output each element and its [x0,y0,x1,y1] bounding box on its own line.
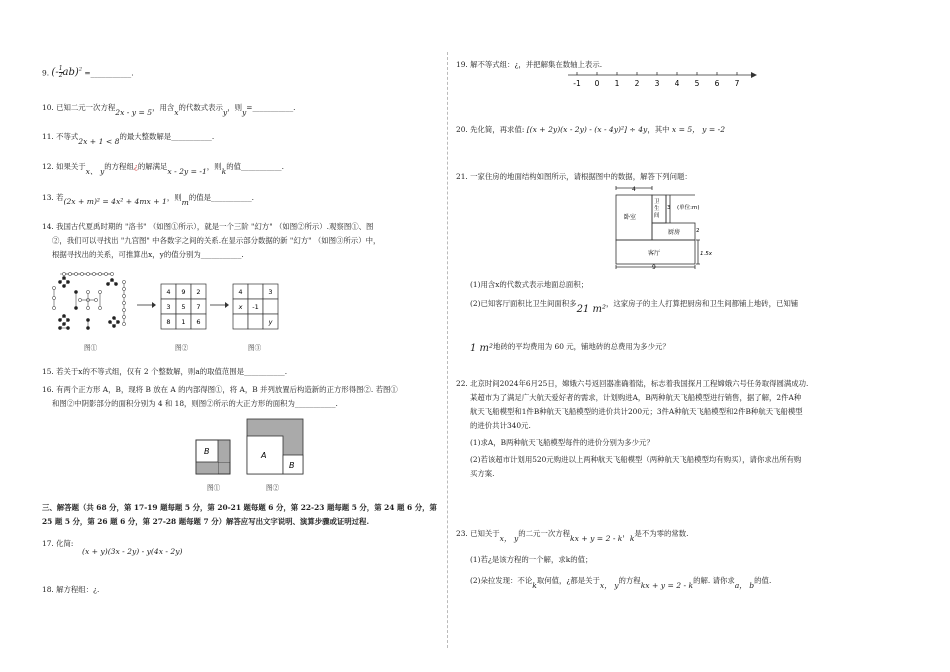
grid-cell-value: x [238,303,243,311]
filled-dot [58,280,61,283]
question-14 [42,220,380,262]
plan-label-bathroom: 卫 [654,199,660,205]
filled-dot [74,290,77,293]
q9-expression: (- $\frac{1}{2}$ ab)$^2$ [51,65,82,80]
q11-text: 11. 不等式 [42,132,79,141]
square-caption-1: 图① [207,484,221,492]
number-line-label: 5 [694,79,700,88]
filled-dot [112,324,115,327]
q23-vars2: x， y [599,581,619,590]
q22-line2: 某超市为了满足广大航天爱好者的需求，计划购进A，B两种航天飞船模型进行销售，据了解，2件A种 [470,393,802,402]
q17-text: 17. 化简: [42,539,74,548]
plan-label-bathroom-2: 生 [654,206,660,212]
grid-cell-value: 1 [181,318,186,326]
open-dot [94,298,97,301]
q21-part3 [470,340,670,354]
q13-tail: ，则 [166,193,182,202]
q16-line2: 和图②中阴影部分的面积分别为 4 和 18，则图②所示的大正方形的面积为___________. [52,399,338,408]
filled-dot [62,314,65,317]
filled-dot [86,326,89,329]
square-label-a: A [261,451,267,460]
q21-p2a: (2)已知客厅面积比卫生间面积多 [470,299,577,308]
q10-var-y: y [222,108,228,117]
open-dot [86,290,89,293]
open-dot [86,272,89,275]
q11-tail: 的最大整数解是___________. [119,132,215,141]
plan-label-bedroom: 卧室 [624,214,637,221]
question-16 [42,383,398,411]
section-line1: 三、解答题（共 68 分，第 17-19 题每题 5 分，第 20-21 题每题 6 分，第 22-23 题每题 5 分，第 24 题 6 分，第 [42,503,437,512]
q10-text: 10. 已知二元一次方程 [42,103,116,112]
number-line-label: 4 [674,79,680,88]
q12-mid2: 的解满足 [137,162,168,171]
q14-line1: 14. 我国古代夏禹时期的 "洛书" （如图①所示），就是一个三阶 "幻方" （如图②所示）.观察图①、图 [42,222,374,231]
q12-mid: 的方程组 [104,162,134,171]
open-dot [52,296,55,299]
q23-l3a: (2)朵拉发现：不论 [470,576,533,585]
q13-end: 的值是___________. [188,193,255,202]
q23-part1: (1)若¿是该方程的一个解，求k的值； [470,555,593,564]
plan-label-4: 4 [632,186,636,193]
open-dot [92,272,95,275]
question-12: 12. 如果关于x、 y的方程组¿的解满足x - 2y = -1，则k的值___________. [42,162,284,176]
section-line2: 25 题 5 分，第 26 题 6 分，第 27-28 题每题 7 分）解答应写出文字说明、演算步骤或证明过程. [42,517,370,526]
q23-part2 [470,574,771,588]
floor-plan-figure [612,185,742,270]
filled-dot [58,318,61,321]
q20-expression: [(x + 2y)(x - 2y) - (x - 4y)²] ÷ 4y [526,125,648,134]
q21-text: 21. 一家住房的地面结构如图所示，请根据图中的数据，解答下列问题： [456,172,692,181]
q22-line5: (1)求A，B两种航天飞船模型每件的进价分别为多少元？ [470,438,654,447]
q11-inequality: 2x + 1 < 8 [78,137,120,146]
grid-cell-value: 4 [238,288,243,296]
q22-line1: 22. 北京时间2024年6月25日，嫦娥六号返回器准确着陆，标志着我国探月工程嫦娥六号任务取得圆满成功. [456,379,809,388]
question-22 [456,377,808,481]
q21-p3m: 1 m² [470,343,494,354]
q20-values: x = 5， y = -2 [671,125,726,134]
q23-ab: a， b [734,581,755,590]
q12-var-k: k [221,167,227,176]
plan-label-bath-hidden: 卫生间 [612,185,615,186]
open-dot [104,272,107,275]
grid-cell-value: 4 [166,288,171,296]
question-13 [42,191,254,205]
open-dot [78,298,81,301]
number-line [568,69,758,91]
q12-tail: ，则 [206,162,222,171]
plan-label-15x: 1.5x [700,251,713,257]
question-10 [42,101,296,115]
grid-cell-value: 8 [166,318,171,326]
question-15 [42,365,287,379]
q23-vars: x， y [499,534,519,543]
q14-line3: 根据寻找出的关系，可推算出x，y的值分别为___________. [52,250,244,259]
filled-dot [66,326,69,329]
question-20 [456,123,725,137]
filled-dot [62,276,65,279]
open-dot [122,280,125,283]
q14-line2: ②，我们可以寻找出 "九宫图" 中各数字之间的关系.在显示部分数据的新 "幻方" （如图③所示）中， [52,236,381,245]
q23-l1b: 的二元一次方程 [518,529,571,538]
fig-caption-2: 图② [175,344,189,352]
q23-l1d: 是不为零的常数. [634,529,689,538]
q21-p3b: 地砖的平均费用为 60 元，铺地砖的总费用为多少元？ [493,342,670,351]
q15-text: 15. 若关于x的不等式组，仅有 2 个整数解，则a的取值范围是___________. [42,367,288,376]
filled-dot [106,282,109,285]
q13-equation: (2x + m)² = 4x² + 4mx + 1 [63,197,167,206]
q19-text: 19. 解不等式组：¿，并把解集在数轴上表示. [456,60,603,69]
open-dot [52,306,55,309]
q23-l3d: 的解. 请你求 [693,576,735,585]
plan-label-2: 2 [696,228,700,234]
number-line-label: 6 [714,79,720,88]
filled-dot [112,316,115,319]
q10-end: =___________. [246,103,296,112]
q17-expression: (x + y)(3x - 2y) - y(4x - 2y) [82,547,183,556]
open-dot [98,290,101,293]
grid-cell [263,299,278,314]
open-dot [98,272,101,275]
q21-part2 [470,297,799,315]
grid-cell-value: 9 [181,288,186,296]
q13-text: 13. 若 [42,193,64,202]
filled-dot [66,318,69,321]
open-dot [110,272,113,275]
open-dot [122,301,125,304]
question-9 [42,63,134,80]
squares-figure [195,418,310,478]
plan-label-kitchen: 厨房 [668,229,681,236]
number-line-label: 2 [634,79,640,88]
open-dot [98,306,101,309]
grid-cell [248,314,263,329]
filled-dot [110,278,113,281]
filled-dot [74,306,77,309]
q12-end: 的值___________. [226,162,284,171]
q21-part1: (1)用含x的代数式表示地面总面积； [470,280,589,289]
open-dot [122,315,125,318]
question-21 [456,170,692,184]
q20-tail: ，其中 [647,125,670,134]
question-17 [42,537,73,551]
open-dot [122,322,125,325]
open-dot [74,272,77,275]
filled-dot [108,320,111,323]
q12-text: 12. 如果关于 [42,162,86,171]
q23-k: k [629,534,635,543]
grid-cell-value: -1 [252,303,259,311]
magic-square-grid-2 [160,283,210,331]
q10-mid2: 的代数式表示 [178,103,223,112]
section-3-header [42,501,437,529]
q9-number: 9. [42,68,50,78]
q23-l3e: 的值. [754,576,772,585]
q12-vars: x、 y [85,167,105,176]
filled-dot [58,326,61,329]
open-dot [80,272,83,275]
q23-l1c: ， [622,529,630,538]
filled-dot [66,280,69,283]
number-line-label: -1 [573,79,581,88]
q22-line7: 买方案. [470,469,495,478]
q23-eq: kx + y = 2 - k [570,534,623,543]
filled-dot [62,322,65,325]
q23-l3b: 取何值，¿都是关于 [536,576,600,585]
open-dot [86,306,89,309]
plan-label-9: 9 [652,264,656,270]
filled-dot [86,318,89,321]
grid-cell-value: y [268,318,273,326]
q22-line4: 的进价共计340元. [470,421,531,430]
arrow-right-icon [209,300,229,310]
grid-cell [248,284,263,299]
q10-mid: ，用含 [152,103,175,112]
filled-dot [62,284,65,287]
number-line-label: 0 [594,79,600,88]
grid-cell-value: 6 [196,318,201,326]
q10-tail: ，则 [227,103,242,112]
question-11 [42,130,214,144]
q22-line3: 航天飞船模型和1件B种航天飞船模型的进价共计200元；3件A种航天飞船模型和2件B种航天飞船模型 [470,407,803,416]
q20-text: 20. 先化简，再求值: [456,125,525,134]
number-line-label: 3 [654,79,660,88]
number-line-label: 1 [614,79,620,88]
q21-p2b: ，这家房子的主人打算把厨房和卫生间都铺上地砖，已知铺 [605,299,799,308]
q10-var-y2: y [242,108,247,117]
q10-equation: 2x - y = 5 [115,108,153,117]
open-dot [62,272,65,275]
plan-label-bathroom-3: 间 [654,213,660,219]
number-line-label: 7 [734,79,740,88]
luoshu-figure [50,270,130,340]
fig-caption-3: 图③ [248,344,262,352]
q23-k2: k [532,581,537,590]
square-label-b2: B [289,461,295,470]
q23-eq2: kx + y = 2 - k [640,581,694,590]
open-dot [68,272,71,275]
magic-square-grid-3 [232,283,282,331]
grid-cell-value: 3 [166,303,171,311]
q12-equation: x - 2y = -1 [167,167,207,176]
open-dot [122,294,125,297]
question-23 [456,527,689,541]
grid-cell-value: 5 [181,303,186,311]
grid-cell-value: 2 [196,288,201,296]
grid-cell-value: 3 [268,288,273,296]
open-dot [52,286,55,289]
q22-line6: (2)若该超市计划用520元购进以上两种航天飞船模型（两种航天飞船模型均有购买），请你求出所有购 [470,455,802,464]
q16-line1: 16. 有两个正方形 A，B，现将 B 放在 A 的内部得图①，将 A，B 并列放置后构造新的正方形得图②. 若图① [42,385,398,394]
square-caption-2: 图② [266,484,280,492]
filled-dot [114,282,117,285]
grid-cell [233,314,248,329]
grid-cell-value: 7 [196,303,201,311]
column-divider [447,52,448,648]
question-18 [42,583,99,597]
plan-label-unit: (单位:m) [677,205,700,211]
q10-var-x: x [174,108,179,117]
fig-caption-1: 图① [84,344,98,352]
q23-l3c: 的方程 [618,576,641,585]
filled-dot [116,320,119,323]
open-dot [122,287,125,290]
square-label-b: B [204,447,210,456]
q21-p2m: 21 m² [576,304,606,315]
q23-l1a: 23. 已知关于 [456,529,500,538]
plan-label-living: 客厅 [648,250,661,257]
arrow-right-icon [136,300,156,310]
plan-label-3: 3 [667,205,671,211]
open-dot [122,308,125,311]
q13-var-m: m [181,198,189,207]
q18-text: 18. 解方程组：¿. [42,585,100,594]
q9-tail: =___________. [84,68,134,78]
